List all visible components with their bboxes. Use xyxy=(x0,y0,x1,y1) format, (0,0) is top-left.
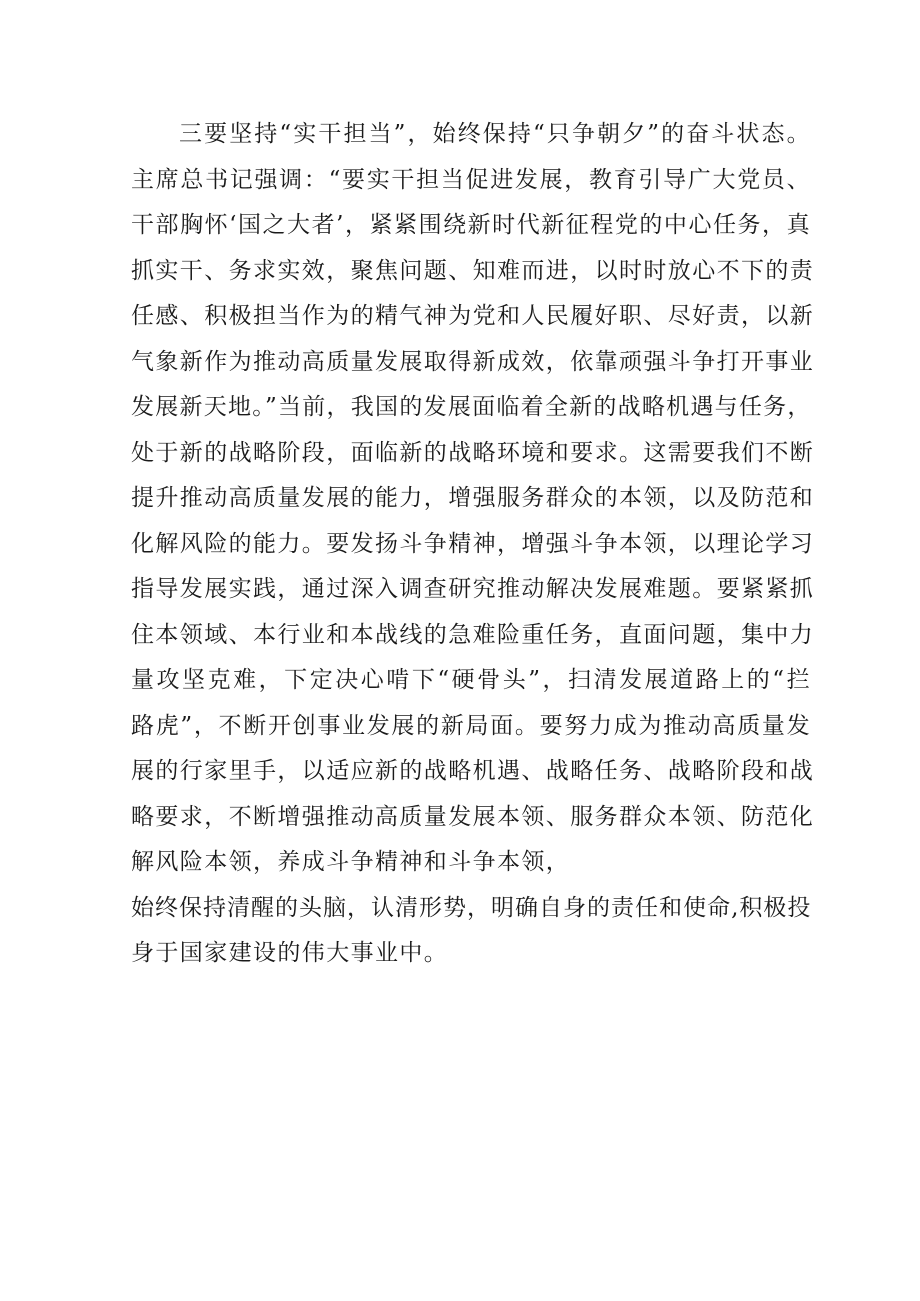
text-line: 路虎”，不断开创事业发展的新局面。要努力成为推动高质量发 xyxy=(131,712,811,739)
text-line: 量攻坚克难，下定决心啃下“硬骨头”，扫清发展道路上的“拦 xyxy=(131,667,811,693)
text-line: 主席总书记强调：“要实干担当促进发展，教育引导广大党员、 xyxy=(131,166,811,193)
text-line: 干部胸怀‘国之大者’，紧紧围绕新时代新征程党的中心任务，真 xyxy=(131,212,811,238)
text-line: 展的行家里手，以适应新的战略机遇、战略任务、战略阶段和战 xyxy=(131,758,815,784)
text-line: 三要坚持“实干担当”，始终保持“只争朝夕”的奋斗状态。 xyxy=(179,121,811,147)
text-line: 化解风险的能力。要发扬斗争精神，增强斗争本领，以理论学习 xyxy=(131,530,815,557)
text-line: 解风险本领，养成斗争精神和斗争本领， xyxy=(131,849,571,875)
text-line: 指导发展实践，通过深入调查研究推动解决发展难题。要紧紧抓 xyxy=(131,576,815,602)
text-line: 略要求，不断增强推动高质量发展本领、服务群众本领、防范化 xyxy=(131,803,815,830)
text-line: 处于新的战略阶段，面临新的战略环境和要求。这需要我们不断 xyxy=(131,439,815,466)
text-line: 发展新天地。”当前，我国的发展面临着全新的战略机遇与任务， xyxy=(131,394,811,420)
text-line: 任感、积极担当作为的精气神为党和人民履好职、尽好责，以新 xyxy=(131,303,815,329)
text-line: 始终保持清醒的头脑，认清形势，明确自身的责任和使命,积极投 xyxy=(131,894,811,921)
text-line: 身于国家建设的伟大事业中。 xyxy=(131,940,449,966)
text-line: 住本领域、本行业和本战线的急难险重任务，直面问题，集中力 xyxy=(131,621,815,648)
text-line: 气象新作为推动高质量发展取得新成效，依靠顽强斗争打开事业 xyxy=(131,348,815,375)
text-line: 提升推动高质量发展的能力，增强服务群众的本领，以及防范和 xyxy=(131,485,815,511)
body-paragraph xyxy=(131,112,815,977)
text-line: 抓实干、务求实效，聚焦问题、知难而进，以时时放心不下的责 xyxy=(131,257,815,284)
